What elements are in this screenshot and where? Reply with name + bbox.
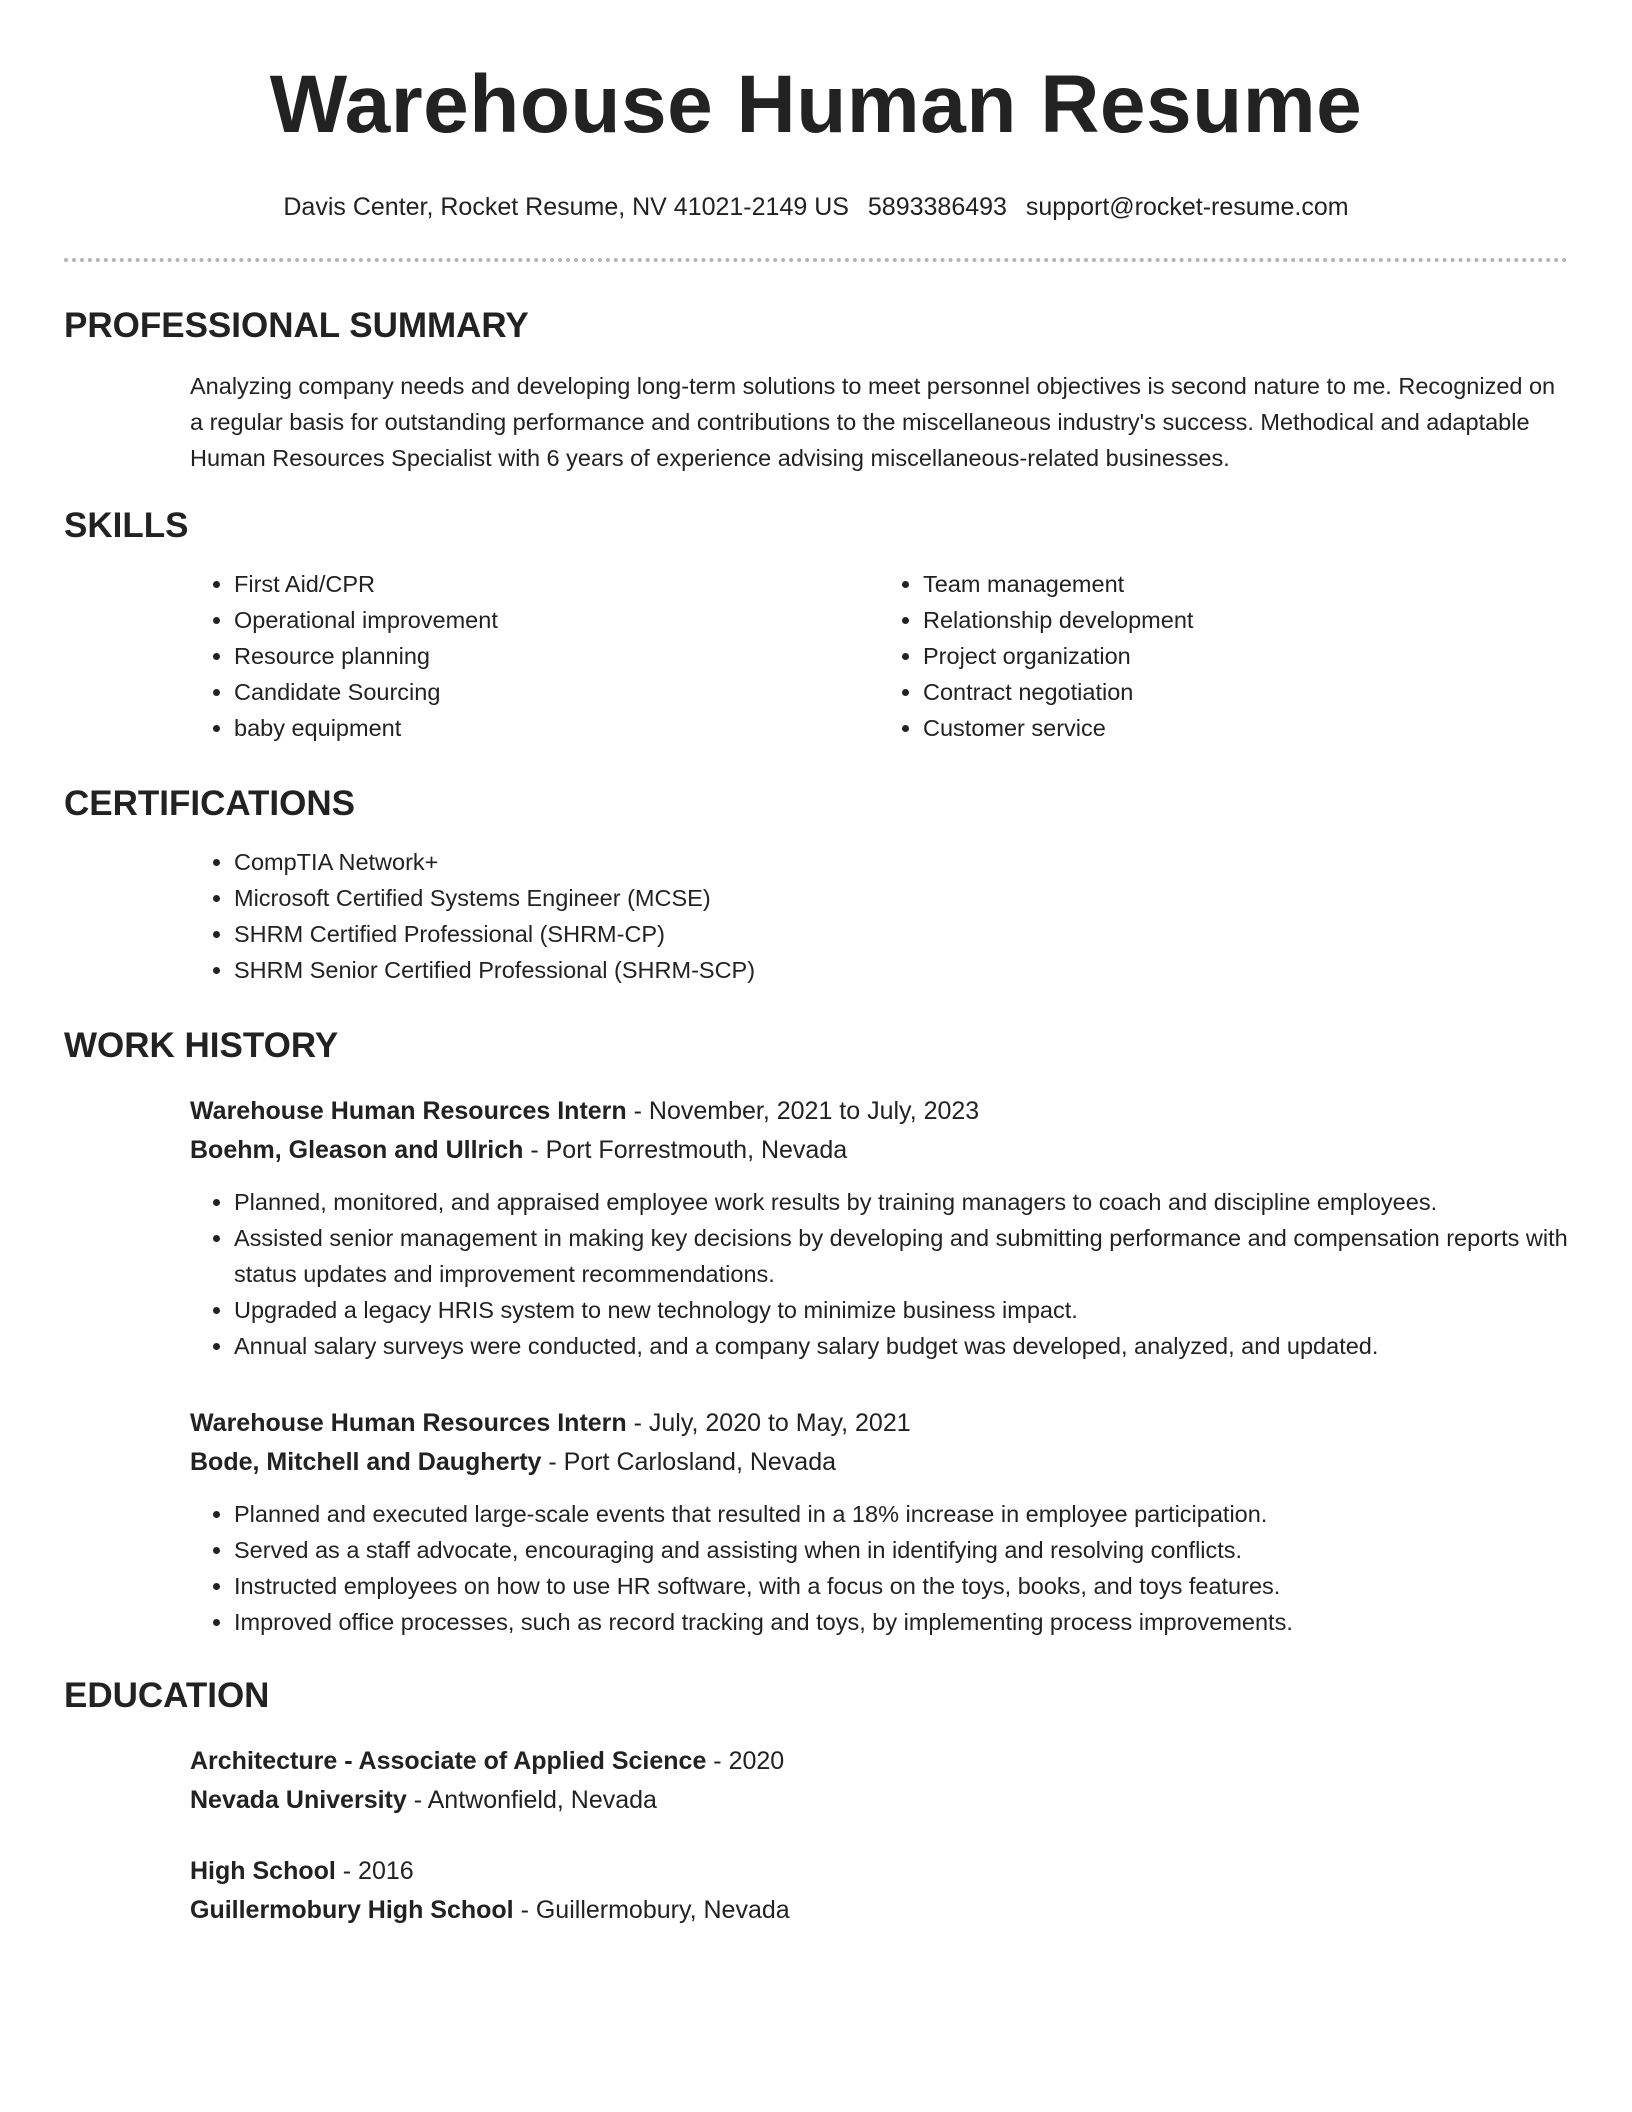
certification-item: • SHRM Certified Professional (SHRM-CP) (234, 916, 1568, 952)
skill-item: • Operational improvement (234, 602, 879, 638)
education-year: - 2016 (335, 1857, 414, 1885)
education-degree: Architecture - Associate of Applied Science (190, 1747, 707, 1775)
skills-columns (190, 566, 1568, 746)
certifications-section (64, 784, 1568, 988)
job-dates: - November, 2021 to July, 2023 (626, 1097, 980, 1125)
skills-section (64, 506, 1568, 746)
skill-item: • Team management (923, 566, 1568, 602)
job-company-line (190, 1131, 1568, 1170)
job-bullet: • Served as a staff advocate, encouraging and assisting when in identifying and resolving conflicts. (234, 1532, 1568, 1568)
skills-list-left (190, 566, 879, 746)
certification-item: • Microsoft Certified Systems Engineer (MCSE) (234, 880, 1568, 916)
skill-item: • Candidate Sourcing (234, 674, 879, 710)
education-heading: EDUCATION (64, 1676, 270, 1715)
contact-phone: 5893386493 (867, 193, 1007, 221)
education-entry (190, 1852, 1568, 1930)
work-history-heading: WORK HISTORY (64, 1026, 339, 1065)
job-dates: - July, 2020 to May, 2021 (626, 1409, 911, 1437)
certification-item: • SHRM Senior Certified Professional (SHRM-SCP) (234, 952, 1568, 988)
job-title-line (190, 1404, 1568, 1443)
job-bullet: • Improved office processes, such as record tracking and toys, by implementing process improvements. (234, 1604, 1568, 1640)
job-company: Bode, Mitchell and Daugherty (190, 1448, 542, 1476)
certification-item: • CompTIA Network+ (234, 844, 1568, 880)
education-location: - Guillermobury, Nevada (513, 1896, 790, 1924)
education-section (64, 1676, 1568, 1930)
education-degree-line (190, 1742, 1568, 1781)
skill-item: • Relationship development (923, 602, 1568, 638)
job-bullet: • Planned and executed large-scale events that resulted in a 18% increase in employee participation. (234, 1496, 1568, 1532)
job-bullet: • Upgraded a legacy HRIS system to new technology to minimize business impact. (234, 1292, 1568, 1328)
resume-name: Warehouse Human Resume (269, 59, 1363, 150)
skill-item: • baby equipment (234, 710, 879, 746)
job-entry (190, 1092, 1568, 1364)
education-location: - Antwonfield, Nevada (406, 1786, 657, 1814)
contact-info (64, 192, 1568, 222)
skill-item: • First Aid/CPR (234, 566, 879, 602)
job-bullets (190, 1184, 1568, 1364)
summary-heading: PROFESSIONAL SUMMARY (64, 306, 529, 345)
job-bullets (190, 1496, 1568, 1640)
certifications-block (190, 844, 1568, 988)
job-bullet: • Planned, monitored, and appraised employee work results by training managers to coach and discipline employees. (234, 1184, 1568, 1220)
header-divider (64, 258, 1568, 262)
skill-item: • Project organization (923, 638, 1568, 674)
certifications-list (190, 844, 1568, 988)
skill-item: • Customer service (923, 710, 1568, 746)
job-location: - Port Forrestmouth, Nevada (523, 1136, 848, 1164)
education-school-line (190, 1781, 1568, 1820)
job-bullet: • Annual salary surveys were conducted, and a company salary budget was developed, analyzed, and updated. (234, 1328, 1568, 1364)
education-school: Nevada University (190, 1786, 407, 1814)
contact-address: Davis Center, Rocket Resume, NV 41021-2149 US (283, 193, 849, 221)
job-role: Warehouse Human Resources Intern (190, 1409, 627, 1437)
education-degree-line (190, 1852, 1568, 1891)
work-history-section (64, 1026, 1568, 1640)
skill-item: • Resource planning (234, 638, 879, 674)
job-bullet: • Instructed employees on how to use HR software, with a focus on the toys, books, and toys features. (234, 1568, 1568, 1604)
job-company-line (190, 1443, 1568, 1482)
job-role: Warehouse Human Resources Intern (190, 1097, 627, 1125)
education-entry (190, 1742, 1568, 1820)
job-bullet: • Assisted senior management in making key decisions by developing and submitting performance and compensation reports with status updates and improvement recommendations. (234, 1220, 1568, 1292)
education-school-line (190, 1891, 1568, 1930)
job-location: - Port Carlosland, Nevada (541, 1448, 837, 1476)
job-entry (190, 1404, 1568, 1640)
education-school: Guillermobury High School (190, 1896, 514, 1924)
certifications-heading: CERTIFICATIONS (64, 784, 356, 823)
skill-item: • Contract negotiation (923, 674, 1568, 710)
summary-text: Analyzing company needs and developing long-term solutions to meet personnel objectives is second nature to me. Recognized on a regular basis for outstanding performance and contributions to the miscellaneous industry's success. Methodical and adaptable Human Resources Specialist with 6 years of experience advising miscellaneous-related businesses. (190, 373, 1556, 471)
education-degree: High School (190, 1857, 336, 1885)
contact-email: support@rocket-resume.com (1025, 193, 1349, 221)
job-title-line (190, 1092, 1568, 1131)
summary-section (64, 306, 1568, 476)
job-company: Boehm, Gleason and Ullrich (190, 1136, 524, 1164)
skills-heading: SKILLS (64, 506, 189, 545)
skills-list-right (879, 566, 1568, 746)
education-year: - 2020 (706, 1747, 785, 1775)
